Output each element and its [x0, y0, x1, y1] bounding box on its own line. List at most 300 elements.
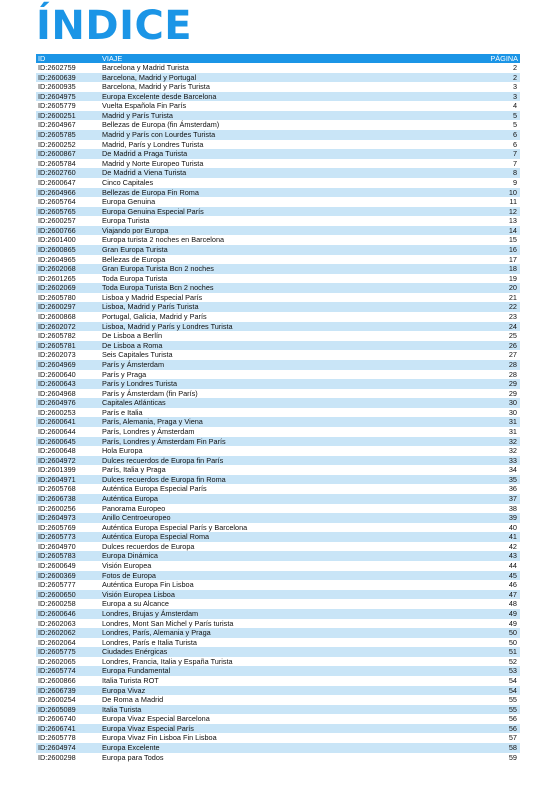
- trip-name-cell: Auténtica Europa: [94, 494, 424, 504]
- trip-id-cell: ID:2605784: [36, 159, 94, 169]
- trip-name-cell: Visión Europea: [94, 561, 424, 571]
- page-number-cell: 51: [424, 647, 520, 657]
- page-number-cell: 54: [424, 686, 520, 696]
- trip-name-cell: Cinco Capitales: [94, 178, 424, 188]
- table-row: [36, 714, 520, 724]
- trip-id-cell: ID:2600766: [36, 226, 94, 236]
- page-number-cell: 52: [424, 657, 520, 667]
- trip-name-cell: Europa Vivaz Especial Barcelona: [94, 714, 424, 724]
- page-number-cell: 24: [424, 322, 520, 332]
- page-number-cell: 45: [424, 571, 520, 581]
- table-row: [36, 101, 520, 111]
- trip-id-cell: ID:2600648: [36, 446, 94, 456]
- page-number-cell: 50: [424, 628, 520, 638]
- page-number-cell: 31: [424, 417, 520, 427]
- page-number-cell: 42: [424, 542, 520, 552]
- page-number-cell: 33: [424, 456, 520, 466]
- trip-id-cell: ID:2602064: [36, 638, 94, 648]
- table-row: [36, 551, 520, 561]
- trip-id-cell: ID:2604966: [36, 188, 94, 198]
- trip-id-cell: ID:2600297: [36, 302, 94, 312]
- page-number-cell: 8: [424, 168, 520, 178]
- trip-name-cell: Toda Europa Turista Bcn 2 noches: [94, 283, 424, 293]
- trip-id-cell: ID:2600647: [36, 178, 94, 188]
- trip-id-cell: ID:2602063: [36, 619, 94, 629]
- table-row: [36, 302, 520, 312]
- trip-id-cell: ID:2604972: [36, 456, 94, 466]
- table-row: [36, 350, 520, 360]
- page-number-cell: 22: [424, 302, 520, 312]
- trip-name-cell: Europa Turista: [94, 216, 424, 226]
- trip-name-cell: Bellezas de Europa (fin Ámsterdam): [94, 120, 424, 130]
- trip-name-cell: Barcelona, Madrid y Portugal: [94, 73, 424, 83]
- trip-id-cell: ID:2604976: [36, 398, 94, 408]
- page-number-cell: 23: [424, 312, 520, 322]
- trip-id-cell: ID:2600644: [36, 427, 94, 437]
- table-row: [36, 609, 520, 619]
- page-number-cell: 55: [424, 705, 520, 715]
- table-row: [36, 676, 520, 686]
- page-number-cell: 5: [424, 111, 520, 121]
- trip-name-cell: Anillo Centroeuropeo: [94, 513, 424, 523]
- trip-name-cell: Europa Excelente: [94, 743, 424, 753]
- trip-name-cell: Auténtica Europa Especial París y Barcelona: [94, 523, 424, 533]
- trip-name-cell: Lisboa y Madrid Especial París: [94, 293, 424, 303]
- table-row: [36, 283, 520, 293]
- page-number-cell: 2: [424, 73, 520, 83]
- table-row: [36, 657, 520, 667]
- page-number-cell: 15: [424, 235, 520, 245]
- trip-id-cell: ID:2605775: [36, 647, 94, 657]
- trip-name-cell: París y Praga: [94, 370, 424, 380]
- trip-name-cell: Europa Vivaz: [94, 686, 424, 696]
- page-number-cell: 9: [424, 178, 520, 188]
- page-number-cell: 29: [424, 379, 520, 389]
- trip-id-cell: ID:2604965: [36, 255, 94, 265]
- table-row: [36, 417, 520, 427]
- page-number-cell: 32: [424, 446, 520, 456]
- table-row: [36, 647, 520, 657]
- table-row: [36, 753, 520, 763]
- page-number-cell: 7: [424, 149, 520, 159]
- page-number-cell: 28: [424, 360, 520, 370]
- page-number-cell: 59: [424, 753, 520, 763]
- page-number-cell: 7: [424, 159, 520, 169]
- trip-name-cell: Visión Europea Lisboa: [94, 590, 424, 600]
- table-row: [36, 63, 520, 73]
- index-table: [36, 54, 520, 762]
- trip-id-cell: ID:2600257: [36, 216, 94, 226]
- trip-name-cell: Capitales Atlánticas: [94, 398, 424, 408]
- trip-id-cell: ID:2600645: [36, 437, 94, 447]
- page-number-cell: 44: [424, 561, 520, 571]
- table-row: [36, 293, 520, 303]
- trip-name-cell: Barcelona y Madrid Turista: [94, 63, 424, 73]
- trip-name-cell: Londres, Mont San Michel y París turista: [94, 619, 424, 629]
- trip-id-cell: ID:2600865: [36, 245, 94, 255]
- header-row: [36, 54, 520, 63]
- page-number-cell: 56: [424, 714, 520, 724]
- page-number-cell: 36: [424, 484, 520, 494]
- table-row: [36, 484, 520, 494]
- page-number-cell: 25: [424, 331, 520, 341]
- trip-id-cell: ID:2602062: [36, 628, 94, 638]
- trip-id-cell: ID:2600649: [36, 561, 94, 571]
- trip-name-cell: Londres, París e Italia Turista: [94, 638, 424, 648]
- page-number-cell: 3: [424, 92, 520, 102]
- trip-name-cell: Europa a su Alcance: [94, 599, 424, 609]
- page-number-cell: 37: [424, 494, 520, 504]
- table-row: [36, 255, 520, 265]
- trip-id-cell: ID:2600641: [36, 417, 94, 427]
- table-row: [36, 628, 520, 638]
- trip-name-cell: París y Ámsterdam: [94, 360, 424, 370]
- trip-id-cell: ID:2605768: [36, 484, 94, 494]
- page-number-cell: 30: [424, 398, 520, 408]
- table-row: [36, 398, 520, 408]
- table-row: [36, 619, 520, 629]
- trip-name-cell: Italia Turista: [94, 705, 424, 715]
- trip-id-cell: ID:2600867: [36, 149, 94, 159]
- table-row: [36, 523, 520, 533]
- table-row: [36, 111, 520, 121]
- page-number-cell: 29: [424, 389, 520, 399]
- table-row: [36, 532, 520, 542]
- trip-name-cell: París y Londres Turista: [94, 379, 424, 389]
- table-row: [36, 322, 520, 332]
- table-row: [36, 686, 520, 696]
- trip-name-cell: Madrid y París Turista: [94, 111, 424, 121]
- trip-name-cell: París, Alemania, Praga y Viena: [94, 417, 424, 427]
- page-number-cell: 49: [424, 619, 520, 629]
- table-row: [36, 341, 520, 351]
- trip-id-cell: ID:2602072: [36, 322, 94, 332]
- table-row: [36, 245, 520, 255]
- table-row: [36, 724, 520, 734]
- table-row: [36, 140, 520, 150]
- trip-id-cell: ID:2606740: [36, 714, 94, 724]
- page-number-cell: 31: [424, 427, 520, 437]
- table-row: [36, 379, 520, 389]
- table-row: [36, 437, 520, 447]
- table-row: [36, 178, 520, 188]
- trip-name-cell: París, Londres y Ámsterdam Fin París: [94, 437, 424, 447]
- trip-name-cell: De Roma a Madrid: [94, 695, 424, 705]
- page-number-cell: 13: [424, 216, 520, 226]
- trip-id-cell: ID:2606739: [36, 686, 94, 696]
- trip-name-cell: Bellezas de Europa Fin Roma: [94, 188, 424, 198]
- trip-name-cell: Auténtica Europa Especial Roma: [94, 532, 424, 542]
- trip-id-cell: ID:2600646: [36, 609, 94, 619]
- trip-id-cell: ID:2604973: [36, 513, 94, 523]
- trip-id-cell: ID:2602065: [36, 657, 94, 667]
- trip-id-cell: ID:2600254: [36, 695, 94, 705]
- trip-name-cell: Vuelta Española Fin París: [94, 101, 424, 111]
- trip-id-cell: ID:2604975: [36, 92, 94, 102]
- page-number-cell: 28: [424, 370, 520, 380]
- table-row: [36, 130, 520, 140]
- trip-name-cell: Dulces recuerdos de Europa: [94, 542, 424, 552]
- trip-id-cell: ID:2600639: [36, 73, 94, 83]
- trip-name-cell: Londres, París, Alemania y Praga: [94, 628, 424, 638]
- trip-id-cell: ID:2605089: [36, 705, 94, 715]
- trip-name-cell: Hola Europa: [94, 446, 424, 456]
- trip-name-cell: París y Ámsterdam (fin París): [94, 389, 424, 399]
- trip-id-cell: ID:2600298: [36, 753, 94, 763]
- trip-name-cell: París e Italia: [94, 408, 424, 418]
- page-number-cell: 2: [424, 63, 520, 73]
- page-number-cell: 35: [424, 475, 520, 485]
- table-row: [36, 666, 520, 676]
- page-number-cell: 3: [424, 82, 520, 92]
- trip-name-cell: Gran Europa Turista Bcn 2 noches: [94, 264, 424, 274]
- page-number-cell: 11: [424, 197, 520, 207]
- table-row: [36, 590, 520, 600]
- trip-id-cell: ID:2605780: [36, 293, 94, 303]
- page-number-cell: 48: [424, 599, 520, 609]
- trip-id-cell: ID:2601265: [36, 274, 94, 284]
- table-row: [36, 389, 520, 399]
- page-number-cell: 21: [424, 293, 520, 303]
- trip-id-cell: ID:2604970: [36, 542, 94, 552]
- page-number-cell: 17: [424, 255, 520, 265]
- page-number-cell: 4: [424, 101, 520, 111]
- table-row: [36, 159, 520, 169]
- trip-name-cell: Lisboa, Madrid y París Turista: [94, 302, 424, 312]
- trip-id-cell: ID:2600253: [36, 408, 94, 418]
- trip-name-cell: Portugal, Galicia, Madrid y París: [94, 312, 424, 322]
- column-header-pagina: PÁGINA: [424, 54, 520, 63]
- trip-id-cell: ID:2601399: [36, 465, 94, 475]
- table-row: [36, 408, 520, 418]
- trip-id-cell: ID:2601400: [36, 235, 94, 245]
- table-row: [36, 599, 520, 609]
- table-row: [36, 312, 520, 322]
- table-row: [36, 120, 520, 130]
- table-row: [36, 427, 520, 437]
- table-row: [36, 561, 520, 571]
- trip-id-cell: ID:2606738: [36, 494, 94, 504]
- trip-id-cell: ID:2604974: [36, 743, 94, 753]
- trip-name-cell: Gran Europa Turista: [94, 245, 424, 255]
- page-number-cell: 34: [424, 465, 520, 475]
- page-number-cell: 47: [424, 590, 520, 600]
- table-row: [36, 465, 520, 475]
- table-row: [36, 216, 520, 226]
- trip-id-cell: ID:2605764: [36, 197, 94, 207]
- trip-name-cell: De Madrid a Viena Turista: [94, 168, 424, 178]
- page-number-cell: 43: [424, 551, 520, 561]
- trip-id-cell: ID:2600868: [36, 312, 94, 322]
- trip-id-cell: ID:2600256: [36, 504, 94, 514]
- page-number-cell: 18: [424, 264, 520, 274]
- trip-id-cell: ID:2605785: [36, 130, 94, 140]
- table-row: [36, 638, 520, 648]
- trip-name-cell: París, Londres y Ámsterdam: [94, 427, 424, 437]
- table-row: [36, 513, 520, 523]
- page-number-cell: 12: [424, 207, 520, 217]
- trip-id-cell: ID:2605781: [36, 341, 94, 351]
- page-number-cell: 39: [424, 513, 520, 523]
- table-row: [36, 197, 520, 207]
- trip-name-cell: Londres, Francia, Italia y España Turista: [94, 657, 424, 667]
- trip-name-cell: Europa Fundamental: [94, 666, 424, 676]
- column-header-id: ID: [36, 54, 94, 63]
- trip-id-cell: ID:2605783: [36, 551, 94, 561]
- trip-name-cell: Europa para Todos: [94, 753, 424, 763]
- table-row: [36, 73, 520, 83]
- trip-name-cell: Madrid y París con Lourdes Turista: [94, 130, 424, 140]
- table-row: [36, 494, 520, 504]
- table-row: [36, 82, 520, 92]
- trip-name-cell: De Lisboa a Roma: [94, 341, 424, 351]
- trip-name-cell: Barcelona, Madrid y París Turista: [94, 82, 424, 92]
- page-number-cell: 6: [424, 130, 520, 140]
- page-title: ÍNDICE: [36, 3, 193, 49]
- trip-name-cell: Europa Vivaz Especial París: [94, 724, 424, 734]
- table-row: [36, 695, 520, 705]
- trip-name-cell: Fotos de Europa: [94, 571, 424, 581]
- trip-id-cell: ID:2600935: [36, 82, 94, 92]
- table-row: [36, 580, 520, 590]
- trip-id-cell: ID:2600258: [36, 599, 94, 609]
- table-row: [36, 475, 520, 485]
- trip-id-cell: ID:2600650: [36, 590, 94, 600]
- trip-name-cell: París, Italia y Praga: [94, 465, 424, 475]
- trip-id-cell: ID:2600866: [36, 676, 94, 686]
- trip-name-cell: Europa Genuina Especial París: [94, 207, 424, 217]
- table-row: [36, 92, 520, 102]
- page-number-cell: 27: [424, 350, 520, 360]
- trip-id-cell: ID:2605779: [36, 101, 94, 111]
- page-number-cell: 53: [424, 666, 520, 676]
- trip-name-cell: Londres, Brujas y Ámsterdam: [94, 609, 424, 619]
- page-number-cell: 54: [424, 676, 520, 686]
- page-number-cell: 26: [424, 341, 520, 351]
- page-number-cell: 46: [424, 580, 520, 590]
- table-row: [36, 456, 520, 466]
- trip-name-cell: Europa turista 2 noches en Barcelona: [94, 235, 424, 245]
- trip-id-cell: ID:2605769: [36, 523, 94, 533]
- table-row: [36, 370, 520, 380]
- page-number-cell: 30: [424, 408, 520, 418]
- table-row: [36, 733, 520, 743]
- trip-name-cell: Italia Turista ROT: [94, 676, 424, 686]
- page-number-cell: 49: [424, 609, 520, 619]
- trip-name-cell: Auténtica Europa Fin Lisboa: [94, 580, 424, 590]
- trip-id-cell: ID:2604971: [36, 475, 94, 485]
- trip-id-cell: ID:2602069: [36, 283, 94, 293]
- table-row: [36, 743, 520, 753]
- page-number-cell: 58: [424, 743, 520, 753]
- trip-id-cell: ID:2605782: [36, 331, 94, 341]
- trip-id-cell: ID:2602068: [36, 264, 94, 274]
- table-row: [36, 226, 520, 236]
- page-number-cell: 41: [424, 532, 520, 542]
- table-row: [36, 542, 520, 552]
- trip-name-cell: De Lisboa a Berlín: [94, 331, 424, 341]
- page-number-cell: 6: [424, 140, 520, 150]
- trip-id-cell: ID:2600251: [36, 111, 94, 121]
- trip-name-cell: Lisboa, Madrid y París y Londres Turista: [94, 322, 424, 332]
- trip-name-cell: Europa Dinámica: [94, 551, 424, 561]
- table-row: [36, 207, 520, 217]
- table-row: [36, 331, 520, 341]
- trip-name-cell: De Madrid a Praga Turista: [94, 149, 424, 159]
- trip-id-cell: ID:2604969: [36, 360, 94, 370]
- table-row: [36, 149, 520, 159]
- trip-id-cell: ID:2605777: [36, 580, 94, 590]
- trip-name-cell: Seis Capitales Turista: [94, 350, 424, 360]
- index-table-body: [36, 63, 520, 762]
- trip-name-cell: Viajando por Europa: [94, 226, 424, 236]
- page-number-cell: 50: [424, 638, 520, 648]
- table-row: [36, 188, 520, 198]
- page-number-cell: 5: [424, 120, 520, 130]
- page-number-cell: 38: [424, 504, 520, 514]
- table-row: [36, 274, 520, 284]
- column-header-viaje: VIAJE: [94, 54, 424, 63]
- trip-id-cell: ID:2602073: [36, 350, 94, 360]
- trip-id-cell: ID:2605765: [36, 207, 94, 217]
- page-number-cell: 40: [424, 523, 520, 533]
- trip-id-cell: ID:2605774: [36, 666, 94, 676]
- page-number-cell: 55: [424, 695, 520, 705]
- page-number-cell: 32: [424, 437, 520, 447]
- table-row: [36, 360, 520, 370]
- page-number-cell: 56: [424, 724, 520, 734]
- trip-id-cell: ID:2604968: [36, 389, 94, 399]
- trip-name-cell: Dulces recuerdos de Europa fin Roma: [94, 475, 424, 485]
- page-number-cell: 10: [424, 188, 520, 198]
- trip-name-cell: Bellezas de Europa: [94, 255, 424, 265]
- trip-id-cell: ID:2605773: [36, 532, 94, 542]
- trip-id-cell: ID:2605778: [36, 733, 94, 743]
- trip-id-cell: ID:2606741: [36, 724, 94, 734]
- trip-name-cell: Toda Europa Turista: [94, 274, 424, 284]
- trip-name-cell: Madrid, París y Londres Turista: [94, 140, 424, 150]
- table-row: [36, 264, 520, 274]
- trip-name-cell: Europa Vivaz Fin Lisboa Fin Lisboa: [94, 733, 424, 743]
- table-row: [36, 446, 520, 456]
- trip-id-cell: ID:2602760: [36, 168, 94, 178]
- trip-id-cell: ID:2602759: [36, 63, 94, 73]
- trip-name-cell: Europa Excelente desde Barcelona: [94, 92, 424, 102]
- trip-name-cell: Auténtica Europa Especial París: [94, 484, 424, 494]
- page-number-cell: 14: [424, 226, 520, 236]
- table-row: [36, 571, 520, 581]
- trip-id-cell: ID:2604967: [36, 120, 94, 130]
- trip-id-cell: ID:2600643: [36, 379, 94, 389]
- trip-id-cell: ID:2600369: [36, 571, 94, 581]
- page-number-cell: 16: [424, 245, 520, 255]
- trip-name-cell: Europa Genuina: [94, 197, 424, 207]
- page-number-cell: 20: [424, 283, 520, 293]
- page-number-cell: 57: [424, 733, 520, 743]
- table-row: [36, 168, 520, 178]
- trip-name-cell: Madrid y Norte Europeo Turista: [94, 159, 424, 169]
- page-number-cell: 19: [424, 274, 520, 284]
- index-table-header: [36, 54, 520, 63]
- table-row: [36, 235, 520, 245]
- trip-name-cell: Ciudades Enérgicas: [94, 647, 424, 657]
- trip-name-cell: Panorama Europeo: [94, 504, 424, 514]
- trip-name-cell: Dulces recuerdos de Europa fin París: [94, 456, 424, 466]
- table-row: [36, 705, 520, 715]
- table-row: [36, 504, 520, 514]
- trip-id-cell: ID:2600640: [36, 370, 94, 380]
- trip-id-cell: ID:2600252: [36, 140, 94, 150]
